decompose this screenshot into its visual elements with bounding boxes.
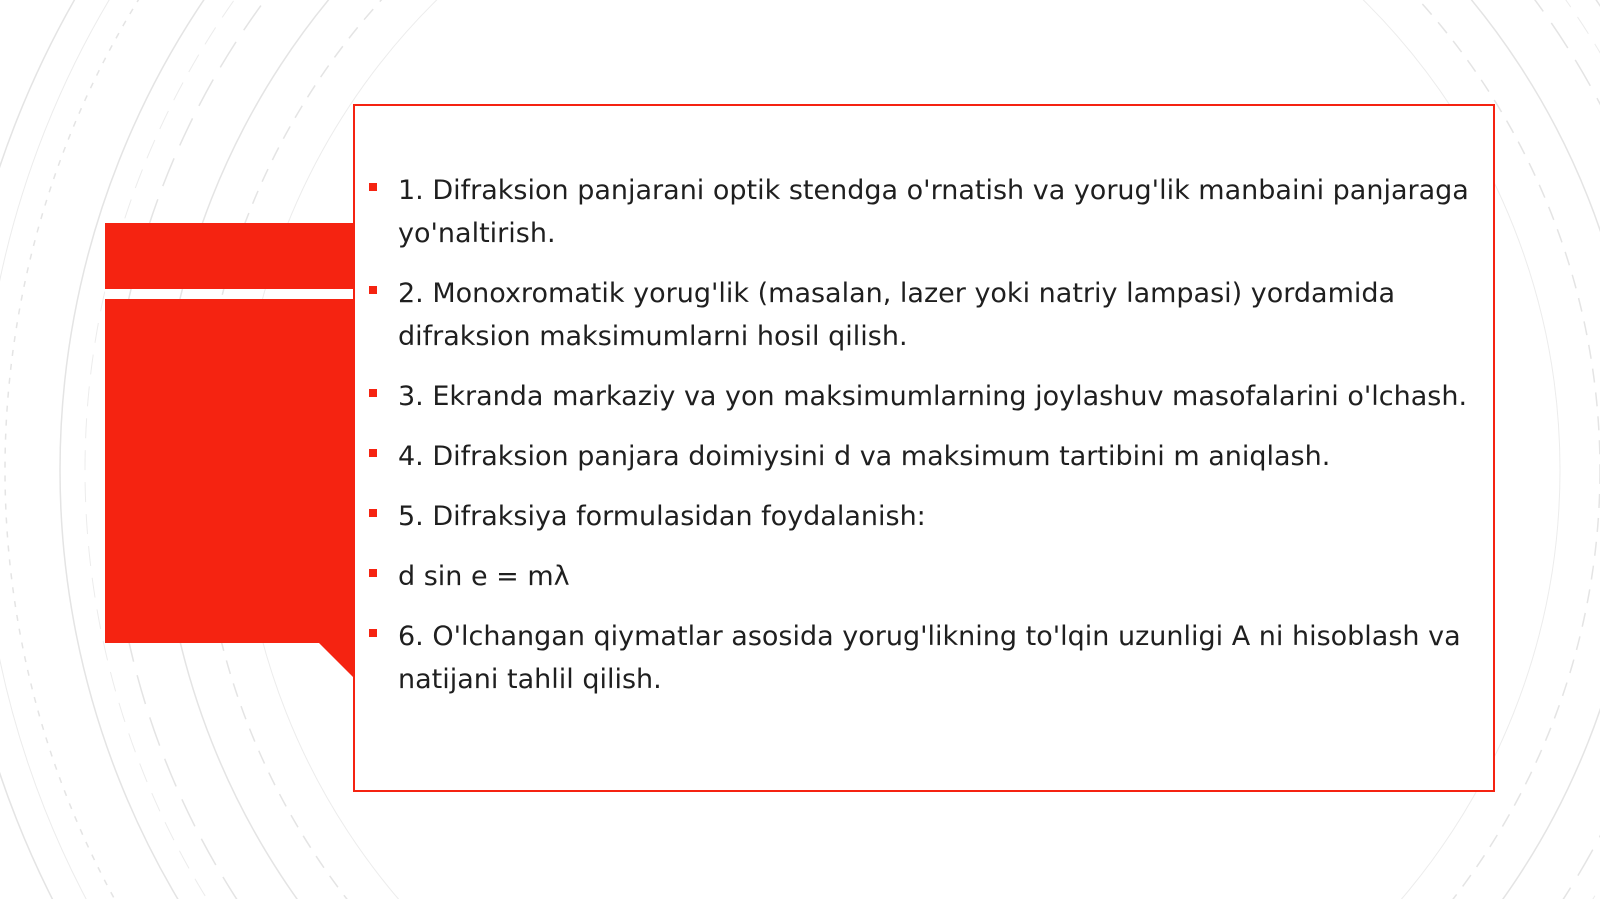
bullet-text: 2. Monoxromatik yorug'lik (masalan, lazer yoki natriy lampasi) yordamida difraksion maksimumlarni hosil qilish. bbox=[398, 278, 1396, 352]
bullet-item bbox=[369, 169, 1469, 255]
bullet-item bbox=[369, 615, 1469, 701]
bullet-text: d sin e = mλ bbox=[398, 561, 570, 592]
bullet-item bbox=[369, 495, 1469, 538]
bullet-square-icon bbox=[369, 569, 377, 577]
bullet-text: 6. O'lchangan qiymatlar asosida yorug'likning to'lqin uzunligi A ni hisoblash va natijani tahlil qilish. bbox=[398, 621, 1461, 695]
bullet-text: 1. Difraksion panjarani optik stendga o'rnatish va yorug'lik manbaini panjaraga yo'naltirish. bbox=[398, 175, 1469, 249]
bullet-text: 4. Difraksion panjara doimiysini d va maksimum tartibini m aniqlash. bbox=[398, 441, 1331, 472]
bullet-square-icon bbox=[369, 449, 377, 457]
bullet-list bbox=[369, 169, 1469, 718]
bullet-square-icon bbox=[369, 183, 377, 191]
bullet-text: 5. Difraksiya formulasidan foydalanish: bbox=[398, 501, 926, 532]
bullet-item bbox=[369, 375, 1469, 418]
content-panel bbox=[353, 104, 1495, 792]
accent-block bbox=[105, 299, 355, 643]
accent-tail bbox=[318, 642, 358, 682]
bullet-square-icon bbox=[369, 629, 377, 637]
bullet-square-icon bbox=[369, 509, 377, 517]
bullet-square-icon bbox=[369, 286, 377, 294]
bullet-text: 3. Ekranda markaziy va yon maksimumlarning joylashuv masofalarini o'lchash. bbox=[398, 381, 1468, 412]
bullet-item bbox=[369, 555, 1469, 598]
accent-bar-top bbox=[105, 223, 355, 289]
bullet-square-icon bbox=[369, 389, 377, 397]
bullet-item bbox=[369, 272, 1469, 358]
bullet-item bbox=[369, 435, 1469, 478]
